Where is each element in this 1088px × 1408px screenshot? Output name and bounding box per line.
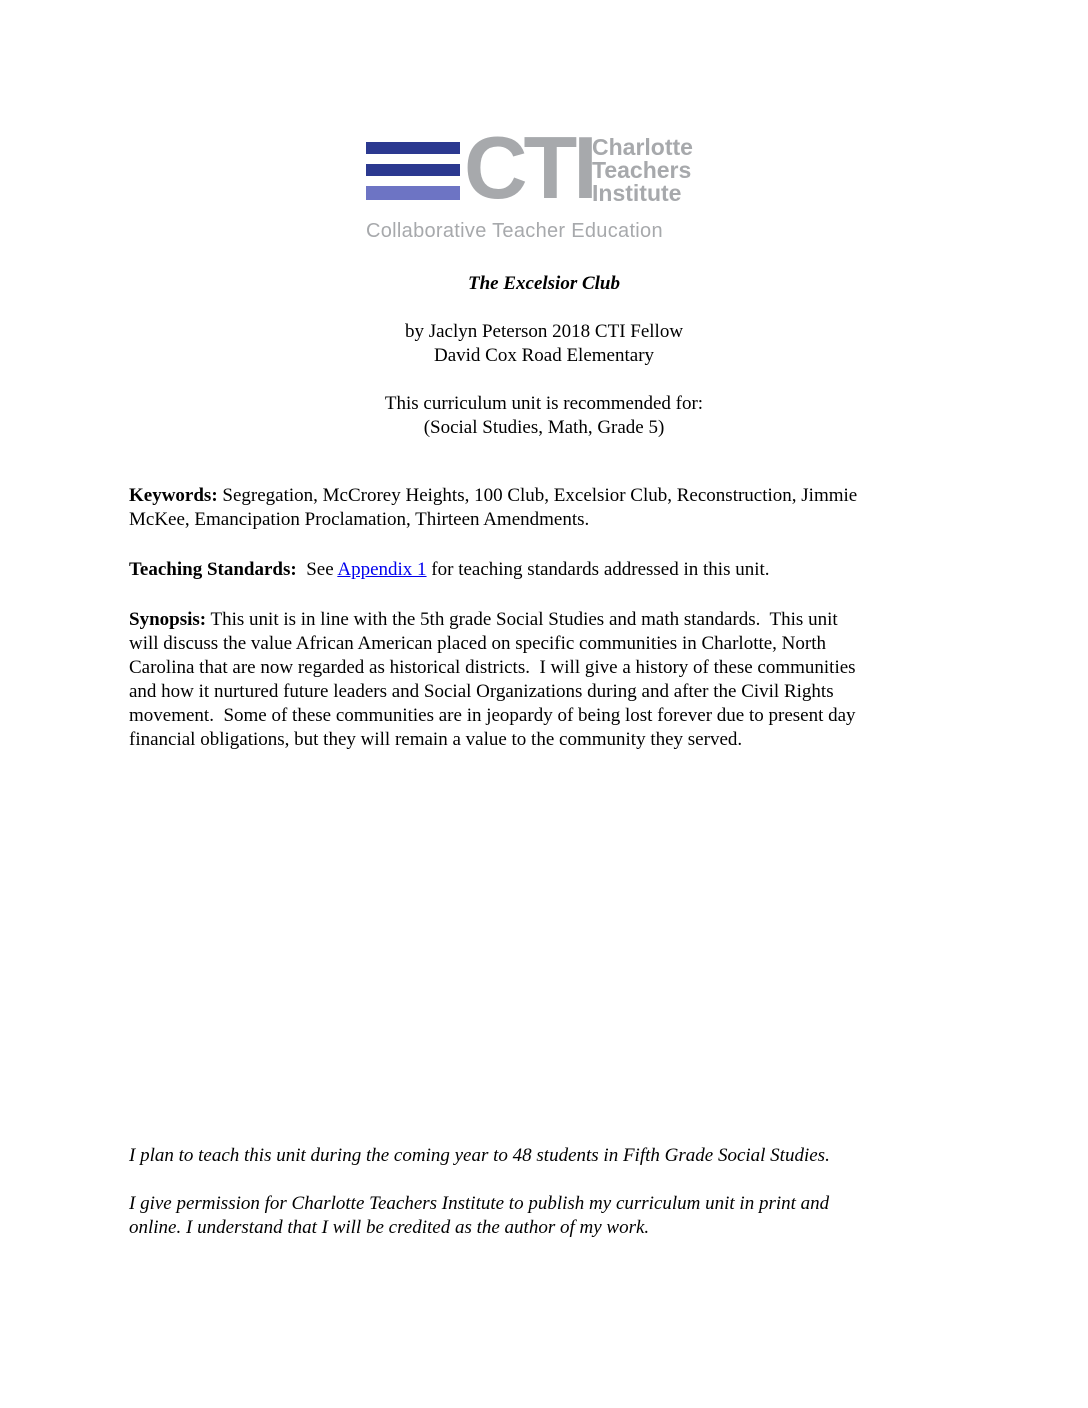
document-title: The Excelsior Club — [467, 273, 620, 294]
plan-statement — [129, 1144, 949, 1168]
school-line: David Cox Road Elementary — [433, 345, 655, 366]
synopsis-line: movement. Some of these communities are in jeopardy of being lost forever due to present day — [129, 705, 856, 726]
permission-statement — [129, 1192, 949, 1240]
standards-post-text: for teaching standards addressed in this unit. — [426, 559, 770, 580]
logo-name-line: Charlotte — [592, 134, 693, 160]
keywords-line: McKee, Emancipation Proclamation, Thirteen Amendments. — [129, 509, 590, 530]
plan-line: I plan to teach this unit during the coming year to 48 students in Fifth Grade Social Studies. — [129, 1145, 830, 1166]
synopsis-text: This unit is in line with the 5th grade Social Studies and math standards. This unit — [206, 609, 838, 630]
keywords-label: Keywords: — [129, 485, 218, 506]
keywords-text: Segregation, McCrorey Heights, 100 Club, Excelsior Club, Reconstruction, Jimmie — [217, 485, 858, 506]
cti-logo — [366, 118, 726, 244]
synopsis-paragraph — [129, 608, 949, 752]
keywords-paragraph — [129, 484, 949, 532]
synopsis-line: financial obligations, but they will remain a value to the community they served. — [129, 729, 743, 750]
permission-line: online. I understand that I will be credited as the author of my work. — [129, 1217, 650, 1238]
logo-stripe — [366, 164, 460, 176]
author-line: by Jaclyn Peterson 2018 CTI Fellow — [404, 321, 684, 342]
standards-pre-text: See — [296, 559, 338, 580]
synopsis-line — [129, 608, 949, 632]
subjects-line: (Social Studies, Math, Grade 5) — [423, 417, 665, 438]
appendix-link[interactable]: Appendix 1 — [337, 559, 427, 580]
synopsis-line: and how it nurtured future leaders and Social Organizations during and after the Civil Rights — [129, 681, 834, 702]
keywords-line — [129, 484, 949, 508]
logo-name — [592, 136, 693, 205]
logo-stripe — [366, 142, 460, 154]
synopsis-line: will discuss the value African American placed on specific communities in Charlotte, North — [129, 633, 827, 654]
standards-paragraph — [129, 558, 949, 582]
logo-name-line: Teachers — [592, 157, 692, 183]
recommendation-line: This curriculum unit is recommended for: — [384, 393, 704, 414]
logo-tagline: Collaborative Teacher Education — [366, 220, 663, 242]
standards-label: Teaching Standards: — [129, 559, 297, 580]
logo-stripe — [366, 186, 460, 200]
logo-name-line: Institute — [592, 180, 682, 206]
logo-mark: CTI — [464, 118, 594, 217]
synopsis-line: Carolina that are now regarded as historical districts. I will give a history of these communities — [129, 657, 856, 678]
standards-line — [129, 558, 949, 582]
logo-stripes-icon — [366, 142, 460, 200]
synopsis-label: Synopsis: — [129, 609, 207, 630]
permission-line: I give permission for Charlotte Teachers Institute to publish my curriculum unit in print and — [129, 1193, 830, 1214]
